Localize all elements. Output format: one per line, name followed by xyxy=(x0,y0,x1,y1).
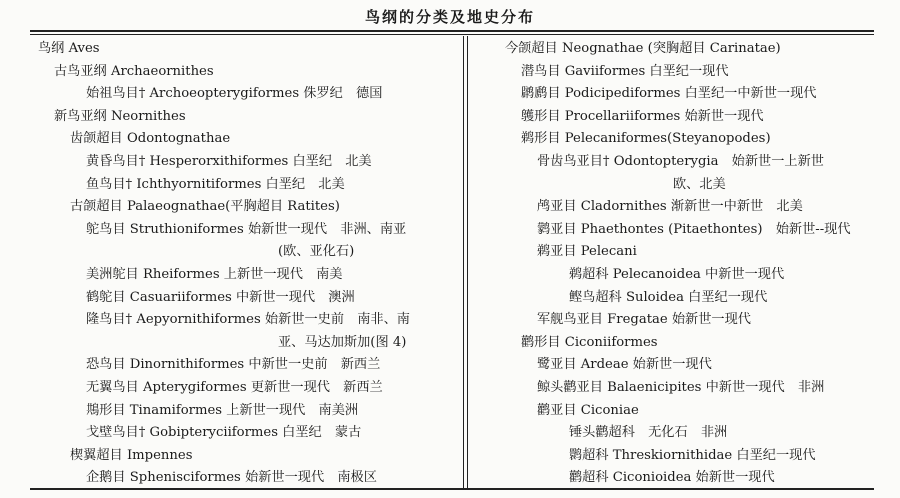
taxon-entry: 潜鸟目 Gaviiformes 白垩纪一现代 xyxy=(521,63,729,79)
taxon-entry: 鹈形目 Pelecaniformes(Steyanopodes) xyxy=(521,131,771,147)
taxon-entry: 美洲鸵目 Rheiformes 上新世一现代 南美 xyxy=(86,266,343,282)
taxon-entry: 鹳亚目 Ciconiae xyxy=(537,402,639,418)
top-rule-thin xyxy=(30,34,874,35)
top-rule xyxy=(30,30,874,32)
right-column xyxy=(505,38,895,490)
taxon-entry: 欧、北美 xyxy=(673,176,726,192)
taxon-entry: 新鸟亚纲 Neornithes xyxy=(54,108,186,124)
taxon-entry: 黄昏鸟目† Hesperorxithiformes 白垩纪 北美 xyxy=(86,153,372,169)
taxon-entry: 鹳超科 Ciconioidea 始新世一现代 xyxy=(569,470,775,486)
taxon-entry: 鹮超科 Threskiornithidae 白垩纪一现代 xyxy=(569,447,816,463)
taxon-entry: 今颌超目 Neognathae (突胸超目 Carinatae) xyxy=(505,41,781,56)
column-divider xyxy=(463,36,464,488)
taxon-entry: 恐鸟目 Dinornithiformes 中新世一史前 新西兰 xyxy=(86,357,381,373)
left-column xyxy=(38,38,458,490)
taxon-entry: 齿颌超目 Odontognathae xyxy=(70,131,231,147)
taxon-entry: 鲣鸟超科 Suloidea 白垩纪一现代 xyxy=(569,289,768,305)
taxon-entry: 䳍形目 Tinamiformes 上新世一现代 南美洲 xyxy=(86,402,359,418)
taxon-entry: 鹳形目 Ciconiiformes xyxy=(521,334,658,350)
taxon-entry: 古鸟亚纲 Archaeornithes xyxy=(54,63,214,79)
taxon-entry: 军舰鸟亚目 Fregatae 始新世一现代 xyxy=(537,312,751,328)
taxon-entry: 骨齿鸟亚目† Odontopterygia 始新世一上新世 xyxy=(537,153,824,169)
taxon-entry: 鹲亚目 Phaethontes (Pitaethontes) 始新世--现代 xyxy=(537,221,851,237)
taxon-entry: 鸵鸟目 Struthioniformes 始新世一现代 非洲、南亚 xyxy=(86,221,407,237)
taxon-entry: (欧、亚化石) xyxy=(278,244,355,260)
taxon-entry: 鱼鸟目† Ichthyornitiformes 白垩纪 北美 xyxy=(86,176,345,192)
taxon-entry: 鸟纲 Aves xyxy=(38,41,100,56)
taxon-entry: 企鹅目 Sphenisciformes 始新世一现代 南极区 xyxy=(86,470,377,486)
taxon-entry: 鹈亚目 Pelecani xyxy=(537,244,637,260)
page-title: 鸟纲的分类及地史分布 xyxy=(364,8,535,26)
taxon-entry: 楔翼超目 Impennes xyxy=(70,447,193,463)
column-divider-inner xyxy=(467,36,468,488)
taxon-entry: 戈壁鸟目† Gobipteryciiformes 白垩纪 蒙古 xyxy=(86,425,362,441)
taxon-entry: 始祖鸟目† Archoeopterygiformes 侏罗纪 德国 xyxy=(86,86,383,102)
taxon-entry: 䴙䴘目 Podicipediformes 白垩纪一中新世一现代 xyxy=(521,86,817,102)
taxon-entry: 无翼鸟目 Apterygiformes 更新世一现代 新西兰 xyxy=(86,379,383,395)
taxon-entry: 亚、马达加斯加(图 4) xyxy=(278,334,407,350)
taxon-entry: 古颌超目 Palaeognathae(平胸超目 Ratites) xyxy=(70,199,340,215)
taxon-entry: 鸬亚目 Cladornithes 渐新世一中新世 北美 xyxy=(537,199,803,215)
taxon-entry: 锤头鹳超科 无化石 非洲 xyxy=(569,425,728,441)
taxon-entry: 鹈超科 Pelecanoidea 中新世一现代 xyxy=(569,266,785,282)
taxon-entry: 鹱形目 Procellariiformes 始新世一现代 xyxy=(521,108,764,124)
taxon-entry: 鲸头鹳亚目 Balaenicipites 中新世一现代 非洲 xyxy=(537,379,825,395)
taxon-entry: 鹤鸵目 Casuariiformes 中新世一现代 澳洲 xyxy=(86,289,355,305)
taxon-entry: 鹭亚目 Ardeae 始新世一现代 xyxy=(537,357,712,373)
taxon-entry: 隆鸟目† Aepyornithiformes 始新世一史前 南非、南 xyxy=(86,312,410,328)
